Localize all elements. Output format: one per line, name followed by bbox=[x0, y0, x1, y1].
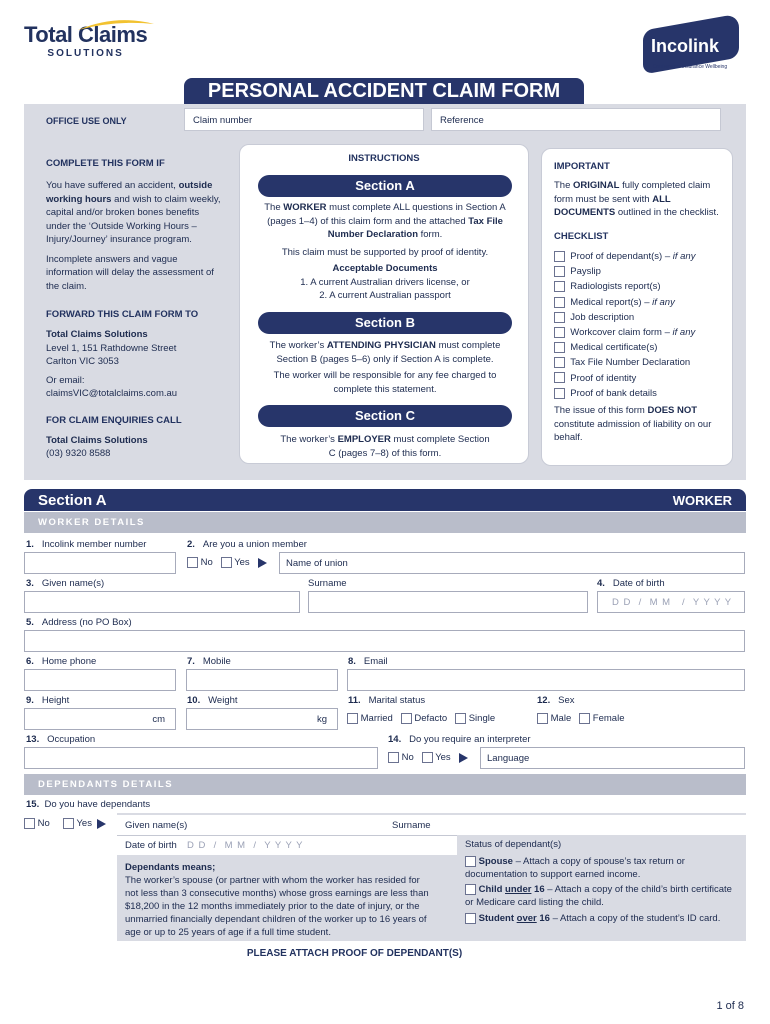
complete-bold: outside working hours bbox=[46, 180, 213, 205]
child-bold: Child bbox=[478, 884, 506, 895]
checklist-item bbox=[554, 264, 734, 279]
arrow-right-icon bbox=[97, 819, 106, 829]
sc-t1: The worker’s bbox=[280, 434, 338, 445]
checklist-item bbox=[554, 371, 734, 386]
page-number: 1 of 8 bbox=[716, 1000, 744, 1012]
dependants-bar: DEPENDANTS DETAILS bbox=[24, 774, 746, 795]
married-label: Married bbox=[360, 713, 393, 725]
dependants-no-label: No bbox=[37, 818, 50, 830]
checklist-item bbox=[554, 355, 734, 370]
interpreter-no-label: No bbox=[401, 752, 414, 764]
dob-slash-1: / bbox=[638, 597, 643, 608]
q12-text: Sex bbox=[558, 695, 575, 706]
dob-placeholder bbox=[612, 597, 732, 608]
sa-t3: must complete ALL questions in Section A (pages 1–4) of this claim form and the attached bbox=[267, 202, 506, 227]
child-text: – Attach a copy of the child’s birth certificate or Medicare card listing the child. bbox=[465, 884, 732, 908]
q7-text: Mobile bbox=[202, 656, 231, 667]
q8-text: Email bbox=[363, 656, 388, 667]
female-label: Female bbox=[592, 713, 625, 725]
q4-label bbox=[597, 578, 665, 589]
section-a-title: Section A bbox=[38, 492, 107, 509]
worker-label: WORKER bbox=[672, 493, 732, 508]
sex-options bbox=[537, 713, 624, 724]
defacto-checkbox[interactable] bbox=[401, 713, 412, 724]
q14-text: Do you require an interpreter bbox=[409, 734, 531, 745]
checklist-item bbox=[554, 340, 734, 355]
brand-sub: SOLUTIONS bbox=[47, 48, 124, 59]
left-info bbox=[46, 158, 222, 461]
pill-section-c: Section C bbox=[258, 405, 512, 427]
claim-number-field[interactable] bbox=[184, 108, 424, 131]
q8-num: 8. bbox=[348, 656, 356, 667]
occupation-input[interactable] bbox=[24, 747, 378, 769]
cm-unit: cm bbox=[152, 714, 165, 725]
forward-address-2: Carlton VIC 3053 bbox=[46, 356, 119, 367]
forward-or: Or email: bbox=[46, 374, 85, 386]
checklist-heading: CHECKLIST bbox=[554, 231, 609, 242]
enquiries-name: Total Claims Solutions bbox=[46, 434, 148, 446]
incolink-name: Incolink bbox=[651, 36, 720, 56]
checklist-checkbox[interactable] bbox=[554, 372, 565, 383]
pill-section-a: Section A bbox=[258, 175, 512, 197]
office-use-bar bbox=[24, 104, 746, 136]
q14-label bbox=[388, 734, 531, 745]
checklist-label: Proof of dependant(s) – bbox=[570, 251, 673, 262]
child-checkbox[interactable] bbox=[465, 884, 476, 895]
section-c-text bbox=[280, 433, 490, 460]
language-label: Language bbox=[487, 753, 530, 764]
dependants-yes-checkbox[interactable] bbox=[63, 818, 74, 829]
sb-t1: The worker’s bbox=[269, 340, 327, 351]
q3-text: Given name(s) bbox=[41, 578, 105, 589]
sa-t4: Tax File Number Declaration bbox=[327, 215, 503, 240]
q13-label bbox=[26, 734, 95, 745]
checklist-item bbox=[554, 249, 734, 264]
child-under: under bbox=[505, 884, 532, 895]
q6-num: 6. bbox=[26, 656, 34, 667]
incomplete-note: Incomplete answers and vague information will delay the assessment of the claim. bbox=[46, 253, 214, 292]
status-child bbox=[465, 883, 735, 909]
dependant-given-label: Given name(s) bbox=[125, 820, 188, 831]
section-a-bar bbox=[24, 489, 746, 511]
address-input[interactable] bbox=[24, 630, 745, 652]
q5-label bbox=[26, 617, 132, 628]
language-input[interactable] bbox=[480, 747, 745, 769]
sb-t3: must complete Section B (pages 5–6) only if Section A is complete. bbox=[276, 340, 501, 365]
q7-label bbox=[187, 656, 231, 667]
checklist-label: Workcover claim form – bbox=[570, 326, 673, 338]
q12-label bbox=[537, 695, 575, 706]
sa-t1: The bbox=[264, 202, 284, 213]
q9-num: 9. bbox=[26, 695, 34, 706]
section-b-fee: The worker will be responsible for any fee charged to complete this statement. bbox=[273, 370, 497, 395]
male-checkbox[interactable] bbox=[537, 713, 548, 724]
dependants-panel bbox=[117, 813, 746, 941]
student-age: 16 bbox=[536, 913, 550, 924]
attach-proof-note: PLEASE ATTACH PROOF OF DEPENDANT(S) bbox=[246, 948, 463, 959]
interpreter-options bbox=[388, 752, 468, 763]
union-no-checkbox[interactable] bbox=[187, 557, 198, 568]
checklist-label: Job description bbox=[570, 311, 635, 323]
q1-num: 1. bbox=[26, 539, 34, 550]
forward-email[interactable]: claimsVIC@totalclaims.com.au bbox=[46, 388, 178, 399]
child-age: 16 bbox=[531, 884, 545, 895]
checklist-label: Proof of bank details bbox=[570, 387, 657, 399]
imp-t1: The bbox=[554, 180, 574, 191]
q15-label bbox=[26, 799, 150, 810]
student-over: over bbox=[516, 913, 537, 924]
checklist-checkbox[interactable] bbox=[554, 388, 565, 399]
checklist-checkbox[interactable] bbox=[554, 312, 565, 323]
status-student bbox=[465, 912, 735, 925]
q6-text: Home phone bbox=[41, 656, 97, 667]
dep-slash-2: / bbox=[253, 840, 257, 851]
q2-text: Are you a union member bbox=[202, 539, 307, 550]
dob-mm: M M bbox=[649, 597, 672, 608]
spouse-text: – Attach a copy of spouse’s tax return or documentation to support earned income. bbox=[465, 856, 685, 880]
checklist-item bbox=[554, 325, 734, 340]
q13-text: Occupation bbox=[47, 734, 96, 745]
sb-t2: ATTENDING PHYSICIAN bbox=[326, 340, 436, 351]
spouse-bold: Spouse bbox=[478, 856, 513, 867]
checklist-checkbox[interactable] bbox=[554, 297, 565, 308]
imp-t4: ALL DOCUMENTS bbox=[554, 193, 671, 218]
dependant-name-input[interactable] bbox=[117, 815, 746, 835]
q11-label bbox=[348, 695, 425, 706]
q12-num: 12. bbox=[537, 695, 551, 706]
checklist-checkbox[interactable] bbox=[554, 357, 565, 368]
q3-label bbox=[26, 578, 104, 589]
male-label: Male bbox=[550, 713, 572, 725]
q1-text: Incolink member number bbox=[41, 539, 147, 550]
checklist-checkbox[interactable] bbox=[554, 327, 565, 338]
dependants-no-checkbox[interactable] bbox=[24, 818, 35, 829]
worker-details-bar: WORKER DETAILS bbox=[24, 512, 746, 533]
surname-input[interactable] bbox=[308, 591, 588, 613]
brand-name: Total Claims bbox=[24, 22, 148, 47]
sc-t2: EMPLOYER bbox=[337, 434, 391, 445]
q15-num: 15. bbox=[26, 799, 40, 810]
iss-t3: constitute admission of liability on our behalf. bbox=[554, 418, 712, 443]
complete-text: You have suffered an accident, bbox=[46, 180, 176, 191]
status-spouse bbox=[465, 855, 735, 881]
dep-dd: D D bbox=[187, 840, 207, 851]
q4-text: Date of birth bbox=[612, 578, 665, 589]
dob-dd: D D bbox=[612, 597, 632, 608]
instructions-panel bbox=[239, 144, 529, 464]
enquiries-heading: FOR CLAIM ENQUIRIES CALL bbox=[46, 414, 182, 426]
incolink-member-number-input[interactable] bbox=[24, 552, 176, 574]
acceptable-doc-1: 1. A current Australian drivers license, or bbox=[300, 277, 470, 288]
married-checkbox[interactable] bbox=[347, 713, 358, 724]
swoosh-icon bbox=[76, 18, 156, 32]
q13-num: 13. bbox=[26, 734, 40, 745]
union-yes-label: Yes bbox=[234, 557, 250, 569]
dob-input[interactable] bbox=[597, 591, 745, 613]
dependants-means-heading: Dependants means; bbox=[125, 862, 216, 873]
student-text: – Attach a copy of the student’s ID card. bbox=[549, 913, 721, 924]
complete-text-2: and wish to claim weekly, capital and/or broken bones benefits under the ‘Outside Working Hours – Injury/Journey’ insurance program. bbox=[46, 193, 221, 245]
claim-number-label: Claim number bbox=[193, 115, 253, 126]
dep-yyyy: Y Y Y Y bbox=[264, 840, 304, 851]
q2-label bbox=[187, 539, 307, 550]
reference-field[interactable] bbox=[431, 108, 721, 131]
checklist-item bbox=[554, 279, 734, 294]
section-a-text bbox=[258, 201, 512, 242]
checklist-checkbox[interactable] bbox=[554, 266, 565, 277]
q11-num: 11. bbox=[348, 695, 361, 706]
important-text bbox=[554, 179, 728, 220]
sa-t2: WORKER bbox=[283, 202, 327, 213]
acceptable-doc-2: 2. A current Australian passport bbox=[319, 290, 451, 301]
dependant-surname-label: Surname bbox=[392, 820, 431, 831]
total-claims-logo bbox=[24, 22, 147, 59]
pill-section-b: Section B bbox=[258, 312, 512, 334]
checklist-item bbox=[554, 310, 734, 325]
sc-t3: must complete Section C (pages 7–8) of this form. bbox=[328, 434, 490, 459]
checklist-italic: if any bbox=[672, 251, 696, 262]
instructions-title: INSTRUCTIONS bbox=[348, 153, 420, 164]
checklist-label: Radiologists report(s) bbox=[570, 281, 661, 293]
dependant-dob-placeholder bbox=[187, 840, 303, 851]
q9-text: Height bbox=[41, 695, 70, 706]
forward-name: Total Claims Solutions bbox=[46, 329, 148, 340]
dob-yyyy: Y Y Y Y bbox=[692, 597, 733, 608]
dependant-dob-input[interactable] bbox=[117, 835, 457, 855]
female-checkbox[interactable] bbox=[579, 713, 590, 724]
acceptable-docs-heading: Acceptable Documents bbox=[332, 263, 438, 274]
single-checkbox[interactable] bbox=[455, 713, 466, 724]
home-phone-input[interactable] bbox=[24, 669, 176, 691]
dep-slash-1: / bbox=[213, 840, 218, 851]
q8-label bbox=[348, 656, 388, 667]
q4-num: 4. bbox=[597, 578, 605, 589]
union-name-label: Name of union bbox=[286, 558, 348, 569]
dependant-dob-label: Date of birth bbox=[125, 840, 177, 851]
important-heading: IMPORTANT bbox=[554, 161, 610, 172]
q5-num: 5. bbox=[26, 617, 34, 628]
email-input[interactable] bbox=[347, 669, 745, 691]
dependants-options bbox=[24, 818, 106, 829]
student-checkbox[interactable] bbox=[465, 913, 476, 924]
surname-label: Surname bbox=[308, 578, 347, 589]
q9-label bbox=[26, 695, 69, 706]
arrow-right-icon bbox=[258, 558, 267, 568]
defacto-label: Defacto bbox=[414, 713, 448, 725]
sa-t5: form. bbox=[418, 229, 443, 240]
important-panel bbox=[541, 148, 733, 466]
dependants-yes-label: Yes bbox=[76, 818, 92, 830]
checklist-label: Medical report(s) – bbox=[570, 296, 653, 308]
issue-note bbox=[554, 404, 728, 445]
q1-label bbox=[26, 539, 146, 550]
interpreter-yes-checkbox[interactable] bbox=[422, 752, 433, 763]
union-no-label: No bbox=[200, 557, 213, 569]
enquiries-phone: (03) 9320 8588 bbox=[46, 448, 111, 459]
q15-text: Do you have dependants bbox=[44, 799, 151, 810]
checklist-checkbox[interactable] bbox=[554, 251, 565, 262]
checklist-label: Medical certificate(s) bbox=[570, 342, 658, 354]
office-use-label: OFFICE USE ONLY bbox=[46, 116, 127, 126]
checklist bbox=[554, 249, 734, 401]
union-options bbox=[187, 557, 267, 568]
incolink-tagline: Entitlements Insurance Wellbeing bbox=[653, 64, 728, 70]
reference-label: Reference bbox=[440, 115, 484, 126]
arrow-right-icon bbox=[459, 753, 468, 763]
q10-text: Weight bbox=[208, 695, 238, 706]
q6-label bbox=[26, 656, 96, 667]
q3-num: 3. bbox=[26, 578, 34, 589]
incolink-logo bbox=[643, 18, 743, 74]
checklist-checkbox[interactable] bbox=[554, 342, 565, 353]
status-heading: Status of dependant(s) bbox=[465, 839, 562, 850]
imp-t2: ORIGINAL bbox=[573, 180, 620, 191]
dob-slash-2: / bbox=[681, 597, 686, 608]
checklist-italic: if any bbox=[652, 296, 675, 308]
kg-unit: kg bbox=[316, 714, 327, 725]
checklist-label: Tax File Number Declaration bbox=[570, 357, 691, 369]
checklist-item bbox=[554, 386, 734, 401]
union-name-input[interactable] bbox=[279, 552, 745, 574]
section-b-text bbox=[258, 339, 512, 366]
q11-text: Marital status bbox=[368, 695, 426, 706]
q14-num: 14. bbox=[388, 734, 402, 745]
q2-num: 2. bbox=[187, 539, 195, 550]
interpreter-yes-label: Yes bbox=[435, 752, 451, 764]
single-label: Single bbox=[468, 713, 496, 725]
q10-num: 10. bbox=[187, 695, 201, 706]
checklist-label: Payslip bbox=[570, 266, 601, 278]
imp-t5: outlined in the checklist. bbox=[615, 207, 719, 218]
section-a-proof: This claim must be supported by proof of identity. bbox=[281, 247, 489, 258]
spouse-checkbox[interactable] bbox=[465, 856, 476, 867]
complete-heading: COMPLETE THIS FORM IF bbox=[46, 158, 165, 169]
mobile-input[interactable] bbox=[186, 669, 338, 691]
q10-label bbox=[187, 695, 238, 706]
checklist-italic: if any bbox=[672, 326, 696, 338]
checklist-label: Proof of identity bbox=[570, 372, 637, 384]
dep-mm: M M bbox=[224, 840, 247, 851]
iss-t2: DOES NOT bbox=[647, 405, 698, 416]
form-title: PERSONAL ACCIDENT CLAIM FORM bbox=[184, 78, 584, 105]
imp-t3: fully completed claim form must be sent with bbox=[554, 180, 711, 205]
marital-options bbox=[347, 713, 495, 724]
given-name-input[interactable] bbox=[24, 591, 300, 613]
interpreter-no-checkbox[interactable] bbox=[388, 752, 399, 763]
forward-heading: FORWARD THIS CLAIM FORM TO bbox=[46, 309, 199, 320]
student-bold: Student bbox=[478, 913, 517, 924]
q5-text: Address (no PO Box) bbox=[41, 617, 132, 628]
iss-t1: The issue of this form bbox=[554, 405, 648, 416]
height-input[interactable] bbox=[24, 708, 176, 730]
dependants-means-text: The worker’s spouse (or partner with whom the worker has resided for not less than 3 consecutive months) whose gross earnings are less than $18,200 in the 12 months immediately prior to the date of injury, or the unmarried financially dependant children of the worker up to 16 years of age or up to 25 years of age if a full time student. bbox=[125, 875, 429, 938]
union-yes-checkbox[interactable] bbox=[221, 557, 232, 568]
forward-address-1: Level 1, 151 Rathdowne Street bbox=[46, 342, 177, 354]
q7-num: 7. bbox=[187, 656, 195, 667]
weight-input[interactable] bbox=[186, 708, 338, 730]
checklist-item bbox=[554, 295, 734, 310]
checklist-checkbox[interactable] bbox=[554, 281, 565, 292]
